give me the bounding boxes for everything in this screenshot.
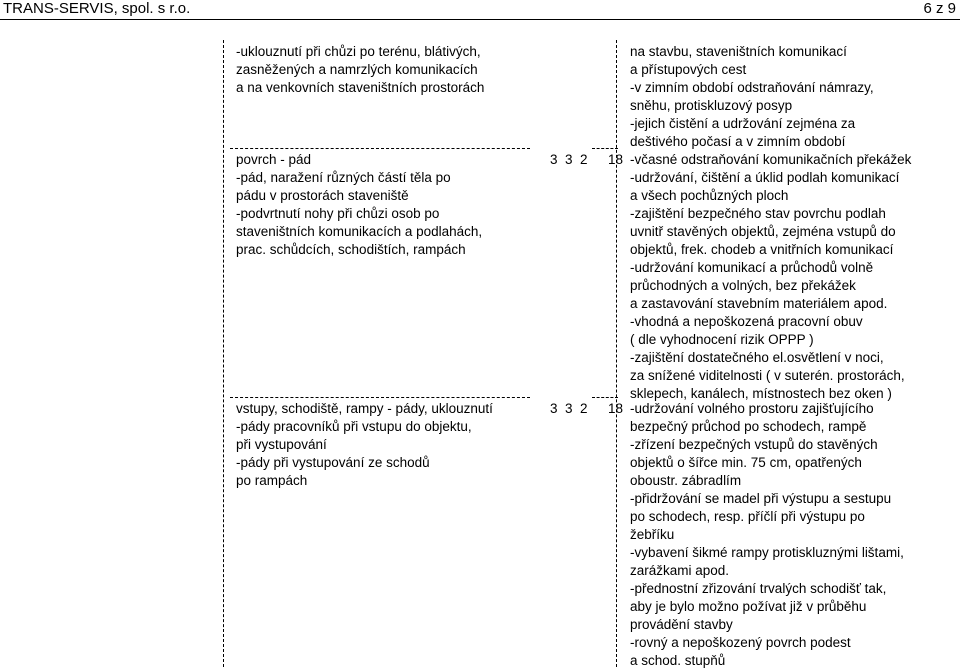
row-2-hazard bbox=[236, 151, 482, 259]
measure-line: -zajištění bezpečného stav povrchu podlah bbox=[630, 206, 886, 221]
measure-line: -udržování volného prostoru zajišťujícího bbox=[630, 401, 874, 416]
score-risk: 18 bbox=[608, 152, 624, 167]
measure-line: bezpečný průchod po schodech, rampě bbox=[630, 419, 867, 434]
hazard-line: vstupy, schodiště, rampy - pády, uklouznutí bbox=[236, 401, 493, 416]
measure-line: -vhodná a nepoškozená pracovní obuv bbox=[630, 314, 863, 329]
row-separator-1-left bbox=[230, 148, 530, 149]
hazard-line: pádu v prostorách staveniště bbox=[236, 188, 409, 203]
hazard-line: prac. schůdcích, schodištích, rampách bbox=[236, 242, 466, 257]
hazard-line: -podvrtnutí nohy při chůzi osob po bbox=[236, 206, 440, 221]
row-separator-2-left bbox=[230, 397, 530, 398]
hazard-line: -uklouznutí při chůzi po terénu, blátivých, bbox=[236, 44, 481, 59]
column-divider-right bbox=[616, 40, 617, 667]
page-header bbox=[0, 0, 960, 20]
column-divider-left bbox=[223, 40, 224, 667]
measure-line: žebříku bbox=[630, 527, 675, 542]
row-1-measures bbox=[630, 43, 874, 151]
measure-line: za snížené viditelnosti ( v suterén. prostorách, bbox=[630, 368, 905, 383]
measure-line: deštivého počasí a v zimním období bbox=[630, 134, 846, 149]
measure-line: uvnitř stavěných objektů, zejména vstupů do bbox=[630, 224, 896, 239]
measure-line: -jejich čistění a udržování zejména za bbox=[630, 116, 856, 131]
hazard-line: a na venkovních staveništních prostorách bbox=[236, 80, 485, 95]
measure-line: a schod. stupňů bbox=[630, 653, 726, 668]
score-factor: 2 bbox=[580, 401, 588, 416]
measure-line: -vybavení šikmé rampy protiskluznými lištami, bbox=[630, 545, 904, 560]
measure-line: objektů o šířce min. 75 cm, opatřených bbox=[630, 455, 862, 470]
score-severity: 3 bbox=[565, 152, 573, 167]
measure-line: -přednostní zřizování trvalých schodišť tak, bbox=[630, 581, 887, 596]
score-probability: 3 bbox=[550, 401, 558, 416]
measure-line: a přístupových cest bbox=[630, 62, 747, 77]
measure-line: po schodech, resp. příčlí při výstupu po bbox=[630, 509, 865, 524]
measure-line: objektů, frek. chodeb a vnitřních komunikací bbox=[630, 242, 894, 257]
measure-line: -zřízení bezpečných vstupů do stavěných bbox=[630, 437, 878, 452]
measure-line: -udržování komunikací a průchodů volně bbox=[630, 260, 874, 275]
measure-line: aby je bylo možno požívat již v průběhu bbox=[630, 599, 867, 614]
row-3-measures bbox=[630, 400, 904, 670]
score-factor: 2 bbox=[580, 152, 588, 167]
measure-line: provádění stavby bbox=[630, 617, 733, 632]
hazard-line: povrch - pád bbox=[236, 152, 312, 167]
measure-line: -udržování, čištění a úklid podlah komunikací bbox=[630, 170, 900, 185]
hazard-line: -pády pracovníků při vstupu do objektu, bbox=[236, 419, 472, 434]
measure-line: -přidržování se madel při výstupu a sestupu bbox=[630, 491, 892, 506]
measure-line: průchodných a volných, bez překážek bbox=[630, 278, 856, 293]
measure-line: -v zimním období odstraňování námrazy, bbox=[630, 80, 874, 95]
hazard-line: při vystupování bbox=[236, 437, 327, 452]
row-2-measures bbox=[630, 151, 911, 403]
measure-line: na stavbu, staveništních komunikací bbox=[630, 44, 847, 59]
measure-line: sněhu, protiskluzový posyp bbox=[630, 98, 793, 113]
measure-line: a všech pochůzných ploch bbox=[630, 188, 789, 203]
measure-line: ( dle vyhodnocení rizik OPPP ) bbox=[630, 332, 814, 347]
row-3-hazard bbox=[236, 400, 493, 490]
hazard-line: staveništních komunikacích a podlahách, bbox=[236, 224, 483, 239]
hazard-line: zasněžených a namrzlých komunikacích bbox=[236, 62, 478, 77]
measure-line: zarážkami apod. bbox=[630, 563, 730, 578]
score-probability: 3 bbox=[550, 152, 558, 167]
measure-line: -rovný a nepoškozený povrch podest bbox=[630, 635, 851, 650]
measure-line: a zastavování stavebním materiálem apod. bbox=[630, 296, 888, 311]
page-number: 6 z 9 bbox=[923, 0, 956, 17]
score-severity: 3 bbox=[565, 401, 573, 416]
row-1-hazard bbox=[236, 43, 484, 97]
measure-line: sklepech, kanálech, místnostech bez oken ) bbox=[630, 386, 892, 401]
row-separator-1-right bbox=[592, 148, 618, 149]
header-divider bbox=[0, 19, 960, 20]
row-separator-2-right bbox=[592, 397, 618, 398]
measure-line: oboustr. zábradlím bbox=[630, 473, 742, 488]
measure-line: -zajištění dostatečného el.osvětlení v noci, bbox=[630, 350, 884, 365]
hazard-line: -pády při vystupování ze schodů bbox=[236, 455, 430, 470]
company-name: TRANS-SERVIS, spol. s r.o. bbox=[3, 0, 191, 17]
hazard-line: -pád, naražení různých částí těla po bbox=[236, 170, 451, 185]
measure-line: -včasné odstraňování komunikačních překážek bbox=[630, 152, 912, 167]
score-risk: 18 bbox=[608, 401, 624, 416]
hazard-line: po rampách bbox=[236, 473, 308, 488]
